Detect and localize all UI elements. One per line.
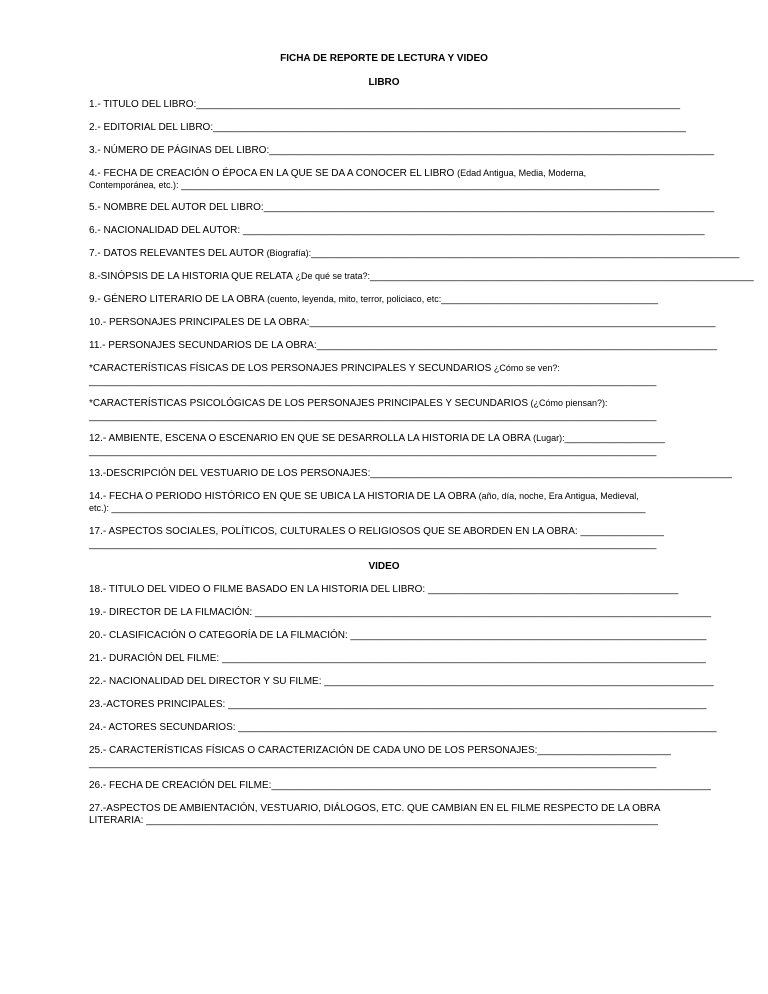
form-item-8 — [89, 271, 754, 283]
form-item-11 — [89, 340, 718, 352]
item-label: 12.- AMBIENTE, ESCENA O ESCENARIO EN QUE SE DESARROLLA LA HISTORIA DE LA OBRA — [89, 433, 531, 444]
item-label: 14.- FECHA O PERIODO HISTÓRICO EN QUE SE UBICA LA HISTORIA DE LA OBRA — [89, 491, 477, 502]
answer-blank[interactable]: ________________________________________________________________________________________________ — [111, 503, 646, 514]
item-hint: ¿De qué se trata?: — [292, 271, 370, 281]
form-item-19 — [89, 607, 712, 619]
item-label: 13.-DESCRIPCIÓN DEL VESTUARIO DE LOS PERSONAJES: — [89, 468, 371, 479]
form-item-17 — [89, 526, 689, 538]
item-label: 3.- NÚMERO DE PÁGINAS DEL LIBRO: — [89, 145, 270, 156]
answer-blank[interactable]: ________________________________________________________________ — [350, 630, 707, 641]
item-label: 20.- CLASIFICACIÓN O CATEGORÍA DE LA FILMACIÓN: — [89, 630, 351, 641]
item-label: 23.-ACTORES PRINCIPALES: — [89, 699, 229, 710]
item-label: 2.- EDITORIAL DEL LIBRO: — [89, 122, 214, 133]
form-item-7 — [89, 248, 740, 260]
form-item-27 — [89, 803, 689, 815]
answer-blank[interactable]: _____________________________________________ — [428, 584, 679, 595]
item-label: 11.- PERSONAJES SECUNDARIOS DE LA OBRA: — [89, 340, 317, 351]
answer-line[interactable] — [89, 539, 689, 551]
answer-blank[interactable]: ______________________________________________________________________________________________________ — [89, 539, 657, 550]
item-label: 10.- PERSONAJES PRINCIPALES DE LA OBRA: — [89, 317, 310, 328]
form-item-caracteristicas-psicologicas — [89, 398, 689, 410]
answer-blank[interactable]: ________________________________________________________________________ — [316, 340, 718, 351]
form-item-24 — [89, 722, 717, 734]
item-hint: (Lugar): — [530, 433, 565, 443]
item-hint: ¿Cómo se ven?: — [491, 363, 560, 373]
form-item-5 — [89, 202, 715, 214]
form-item-3 — [89, 145, 715, 157]
form-item-10 — [89, 317, 716, 329]
answer-blank[interactable]: ____________________________________________________________________________________________ — [146, 815, 658, 826]
form-item-4 — [89, 168, 689, 180]
answer-blank[interactable]: ___________________________________________________________________________________ — [242, 225, 705, 236]
form-item-20 — [89, 630, 707, 642]
item-label: 4.- FECHA DE CREACIÓN O ÉPOCA EN LA QUE SE DA A CONOCER EL LIBRO — [89, 168, 455, 179]
answer-blank[interactable]: _______________________________________ — [441, 294, 659, 305]
item-label: 24.- ACTORES SECUNDARIOS: — [89, 722, 239, 733]
form-item-13 — [89, 468, 732, 480]
answer-blank[interactable]: _________________________________________________________________ — [370, 468, 732, 479]
item-label: 27.-ASPECTOS DE AMBIENTACIÓN, VESTUARIO, DIÁLOGOS, ETC. QUE CAMBIAN EN EL FILME RESPECTO DE LA OBRA — [89, 803, 661, 814]
answer-line[interactable] — [89, 376, 689, 388]
answer-line[interactable] — [89, 758, 689, 770]
answer-blank[interactable]: ________________________ — [537, 745, 671, 756]
item-hint: (Edad Antigua, Media, Moderna, — [457, 168, 587, 178]
answer-blank[interactable]: _____________________________________________________________________________ — [311, 248, 740, 259]
form-item-2 — [89, 122, 689, 134]
item-hint-cont: etc.): — [89, 503, 112, 513]
item-label: 1.- TITULO DEL LIBRO: — [89, 99, 197, 110]
item-label: 17.- ASPECTOS SOCIALES, POLÍTICOS, CULTURALES O RELIGIOSOS QUE SE ABORDEN EN LA OBRA: — [89, 526, 581, 537]
section-heading-libro: LIBRO — [368, 77, 400, 88]
answer-blank[interactable]: ______________________________________________________________________________________________________ — [89, 411, 657, 422]
item-label: *CARACTERÍSTICAS PSICOLÓGICAS DE LOS PERSONAJES PRINCIPALES Y SECUNDARIOS — [89, 398, 529, 409]
answer-blank[interactable]: ______________________________________________________________________________________________________ — [89, 446, 657, 457]
item-label-cont: LITERARIA: — [89, 815, 147, 826]
answer-blank[interactable]: _______________________________________________________________________________ — [271, 780, 711, 791]
form-item-14-line2 — [89, 503, 689, 515]
answer-blank[interactable]: ______________________________________________________________________________________________________ — [89, 376, 657, 387]
answer-blank[interactable]: _______________ — [580, 526, 664, 537]
form-item-25 — [89, 745, 689, 757]
item-label: 25.- CARACTERÍSTICAS FÍSICAS O CARACTERIZACIÓN DE CADA UNO DE LOS PERSONAJES: — [89, 745, 538, 756]
form-item-26 — [89, 780, 711, 792]
form-item-18 — [89, 584, 689, 596]
form-item-27-line2 — [89, 815, 689, 827]
item-label: 22.- NACIONALIDAD DEL DIRECTOR Y SU FILME: — [89, 676, 325, 687]
form-item-9 — [89, 294, 689, 306]
answer-blank[interactable]: _______________________________________________________________________________________ — [222, 653, 706, 664]
item-label: *CARACTERÍSTICAS FÍSICAS DE LOS PERSONAJES PRINCIPALES Y SECUNDARIOS — [89, 363, 492, 374]
item-hint: (año, día, noche, Era Antigua, Medieval, — [476, 491, 639, 501]
form-item-1 — [89, 99, 689, 111]
answer-blank[interactable]: _____________________________________________________________________ — [370, 271, 754, 282]
form-item-4-line2 — [89, 180, 689, 192]
item-hint: (¿Cómo piensan?): — [528, 398, 608, 408]
item-label: 5.- NOMBRE DEL AUTOR DEL LIBRO: — [89, 202, 264, 213]
answer-blank[interactable]: __________________________________________________________________________________ — [254, 607, 712, 618]
answer-blank[interactable]: _________________________________________________________________________ — [309, 317, 716, 328]
item-label: 21.- DURACIÓN DEL FILME: — [89, 653, 222, 664]
answer-blank[interactable]: __________________ — [564, 433, 665, 444]
answer-blank[interactable]: ______________________________________________________________________________________ — [228, 699, 707, 710]
answer-line[interactable] — [89, 411, 689, 423]
answer-line[interactable] — [89, 446, 689, 458]
answer-blank[interactable]: ________________________________________________________________________________ — [269, 145, 715, 156]
document-title: FICHA DE REPORTE DE LECTURA Y VIDEO — [280, 53, 488, 64]
form-item-23 — [89, 699, 707, 711]
form-item-caracteristicas-fisicas — [89, 363, 689, 375]
form-item-12 — [89, 433, 689, 445]
item-label: 8.-SINÓPSIS DE LA HISTORIA QUE RELATA — [89, 271, 293, 282]
form-item-21 — [89, 653, 706, 665]
section-heading-video: VIDEO — [368, 561, 400, 572]
answer-blank[interactable]: ______________________________________________________________________________________ — [238, 722, 717, 733]
form-item-22 — [89, 676, 714, 688]
item-hint: (Biografía): — [264, 248, 312, 258]
item-hint: (cuento, leyenda, mito, terror, policiaco, etc: — [264, 294, 442, 304]
answer-blank[interactable]: _________________________________________________________________________________ — [263, 202, 715, 213]
item-label: 19.- DIRECTOR DE LA FILMACIÓN: — [89, 607, 255, 618]
form-item-6 — [89, 225, 705, 237]
answer-blank[interactable]: _______________________________________________________________________________________ — [196, 99, 681, 110]
item-label: 18.- TITULO DEL VIDEO O FILME BASADO EN LA HISTORIA DEL LIBRO: — [89, 584, 428, 595]
item-label: 26.- FECHA DE CREACIÓN DEL FILME: — [89, 780, 272, 791]
answer-blank[interactable]: ______________________________________________________________________ — [324, 676, 714, 687]
answer-blank[interactable]: ______________________________________________________________________________________ — [181, 180, 660, 191]
answer-blank[interactable]: ______________________________________________________________________________________________________ — [89, 758, 657, 769]
form-item-14 — [89, 491, 689, 503]
item-label: 7.- DATOS RELEVANTES DEL AUTOR — [89, 248, 265, 259]
item-hint-cont: Contemporánea, etc.): — [89, 180, 182, 190]
answer-blank[interactable]: _____________________________________________________________________________________ — [213, 122, 686, 133]
item-label: 9.- GÉNERO LITERARIO DE LA OBRA — [89, 294, 265, 305]
item-label: 6.- NACIONALIDAD DEL AUTOR: — [89, 225, 243, 236]
